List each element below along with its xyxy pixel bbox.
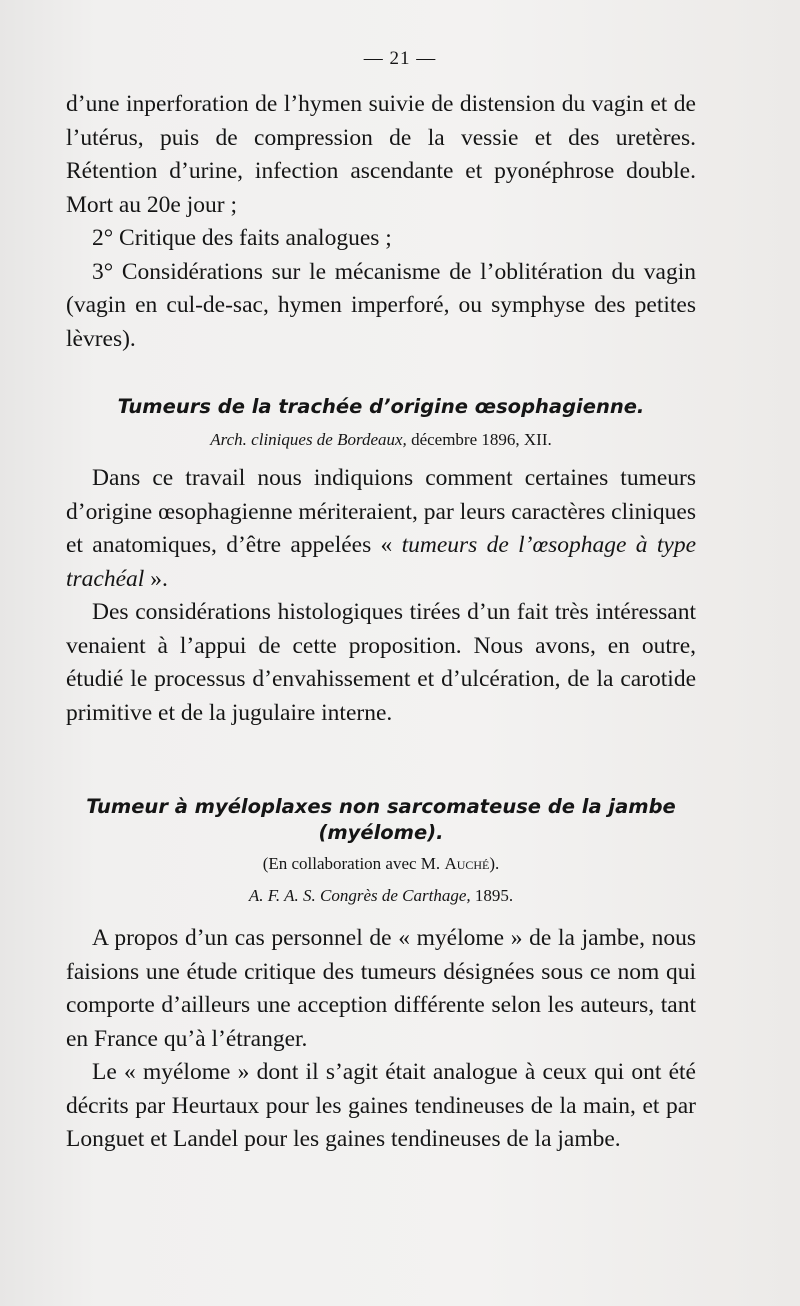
section-title-myeloma-line1: Tumeur à myéloplaxes non sarcomateuse de la jambe: [86, 795, 676, 818]
intro-paragraph: d’une inperforation de l’hymen suivie de distension du vagin et de l’utérus, puis de compression de la vessie et des uretères. Rétention d’urine, infection ascendante et pyonéphrose double. Mort au 20e jour ;: [66, 91, 696, 218]
section2-paragraph-1: A propos d’un cas personnel de « myélome » de la jambe, nous faisions une étude critique des tumeurs désignées sous ce nom qui comporte d’ailleurs une acception différente selon les auteurs, tant en France qu’à l’étranger.: [66, 925, 696, 1052]
section-title-tracheal-tumors: Tumeurs de la trachée d’origine œsophagienne.: [117, 395, 645, 418]
citation-congress: A. F. A. S. Congrès de Carthage,: [248, 886, 471, 905]
intro-item-2: 2° Critique des faits analogues ;: [92, 225, 392, 251]
section1-para1-italic: tumeurs de l’œsophage à type trachéal: [66, 532, 696, 592]
intro-item-3: 3° Considérations sur le mécanisme de l’oblitération du vagin (vagin en cul-de-sac, hymen imperforé, ou symphyse des petites lèvres).: [66, 258, 696, 352]
section-title-myeloma-line2: (myélome).: [318, 821, 444, 844]
section-title-myeloma: [66, 794, 696, 846]
section-citation-myeloma: [66, 886, 696, 906]
collab-name: Auché: [444, 854, 490, 873]
section1-para1-start: Dans ce travail nous indiquions comment certaines tumeurs d’origine œsophagienne mériteraient, par leurs caractères cliniques et anatomiques, d’être appelées «: [66, 465, 696, 558]
section-citation-tracheal-tumors: [66, 430, 696, 450]
citation-year: 1895.: [474, 886, 514, 905]
section1-body: [66, 462, 696, 730]
section1-para1-end: ».: [144, 565, 168, 592]
citation-date: décembre 1896, XII.: [411, 430, 552, 449]
section1-paragraph-2: Des considérations histologiques tirées d’un fait très intéressant venaient à l’appui de cette proposition. Nous avons, en outre, étudié le processus d’envahissement et d’ulcération, de la carotide primitive et de la jugulaire interne.: [66, 599, 696, 726]
page-number: — 21 —: [363, 48, 437, 69]
citation-journal: Arch. cliniques de Bordeaux,: [210, 430, 407, 449]
section2-body: [66, 922, 696, 1157]
collaboration-note: [66, 854, 696, 874]
collab-prefix: (En collaboration avec M.: [262, 854, 445, 873]
section1-paragraph-1: [66, 462, 696, 596]
collab-suffix: ).: [489, 854, 500, 873]
intro-text: [66, 88, 696, 356]
section2-paragraph-2: Le « myélome » dont il s’agit était analogue à ceux qui ont été décrits par Heurtaux pour les gaines tendineuses de la main, et par Longuet et Landel pour les gaines tendineuses de la jambe.: [66, 1059, 696, 1152]
